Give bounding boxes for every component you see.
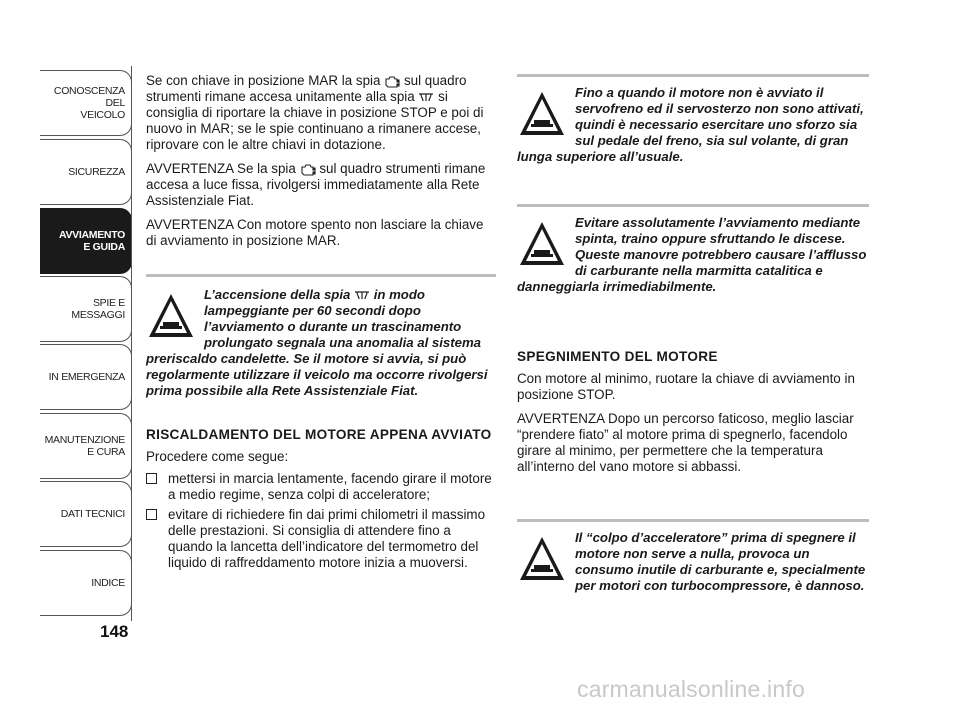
section-heading-warm-up: RISCALDAMENTO DEL MOTORE APPENA AVVIATO [146,427,492,442]
warning-box-servo [517,74,869,165]
tab-dati-tecnici[interactable]: DATI TECNICI [40,481,132,547]
warning-box-throttle [517,519,869,594]
paragraph-warning-engine: AVVERTENZA Se la spia sul quadro strumenti rimane accesa a luce fissa, rivolgersi immediatamente alla Rete Assistenziale Fiat. [146,161,486,208]
tab-spie-e-messaggi[interactable]: SPIE E MESSAGGI [40,276,132,342]
tab-indice[interactable]: INDICE [40,550,132,616]
warning-text-push-start: Evitare assolutamente l’avviamento mediante spinta, traino oppure sfruttando le discese. Queste manovre potrebbero causare l’afflusso di carburante nella marmitta catalitica e danneggiarla irrimediabilmente. [517,215,867,294]
watermark: carmanualsonline.info [577,676,805,702]
warning-box-glow-plug [146,274,496,399]
section-warm-up [146,427,496,575]
warning-text-throttle: Il “colpo d’acceleratore” prima di spegnere il motore non serve a nulla, provoca un consumo inutile di carburante e, specialmente per motori con turbocompressore, è dannoso. [575,530,866,593]
warning-text-servo: Fino a quando il motore non è avviato il servofreno ed il servosterzo non sono attivati, quindi è necessario esercitare uno sforzo sia sul pedale del freno, sia sul volante, di gran lunga superiore all’usuale. [517,85,864,164]
engine-stop-paragraph: Con motore al minimo, ruotare la chiave di avviamento in posizione STOP. [517,371,855,402]
glow-plug-icon [354,288,370,302]
section-heading-engine-stop: SPEGNIMENTO DEL MOTORE [517,349,718,364]
paragraph-warning-key: AVVERTENZA Con motore spento non lasciare la chiave di avviamento in posizione MAR. [146,217,484,248]
paragraph-key-mar: Se con chiave in posizione MAR la spia sul quadro strumenti rimane accesa unitamente alla spia si consiglia di riportare la chiave in posizione STOP e poi di nuovo in MAR; se le spie continuano a rimanere accese, riprovare con le altre chiavi in dotazione. [146,73,484,152]
glow-plug-icon [418,90,434,104]
left-intro-text [146,73,496,257]
page-number: 148 [100,622,129,641]
tab-manutenzione-e-cura[interactable]: MANUTENZIONE E CURA [40,413,132,479]
checkbox-bullet-icon [146,473,157,484]
warm-up-intro: Procedere come segue: [146,449,289,464]
warning-triangle-icon [517,89,567,139]
list-item: evitare di richiedere fin dai primi chilometri il massimo delle prestazioni. Si consiglia di attendere fino a quando la lancetta dell’indicatore del termometro del liquido di raffreddamento motore inizia a muoversi. [146,507,496,571]
warning-triangle-icon [517,219,567,269]
checkbox-bullet-icon [146,509,157,520]
sidebar-divider [131,66,132,621]
section-engine-stop [517,349,869,483]
warning-text-glow-plug: L’accensione della spia in modo lampeggiante per 60 secondi dopo l’avviamento o durante un trascinamento prolungato segnala una anomalia al sistema preriscaldo candelette. Se il motore si avvia, si può regolarmente utilizzare il veicolo ma occorre rivolgersi prima possibile alla Rete Assistenziale Fiat. [146,287,488,398]
tab-avviamento-e-guida[interactable]: AVVIAMENTO E GUIDA [40,208,132,274]
warning-triangle-icon [146,291,196,341]
engine-fault-icon [300,162,316,176]
list-item: mettersi in marcia lentamente, facendo girare il motore a medio regime, senza colpi di acceleratore; [146,471,496,503]
tab-conoscenza-del-veicolo[interactable]: CONOSCENZA DEL VEICOLO [40,70,132,136]
tab-sicurezza[interactable]: SICUREZZA [40,139,132,205]
engine-stop-warning: AVVERTENZA Dopo un percorso faticoso, meglio lasciar “prendere fiato” al motore prima di spegnerlo, facendolo girare al minimo, per permettere che la temperatura all’interno del vano motore si abbassi. [517,411,854,474]
tab-in-emergenza[interactable]: IN EMERGENZA [40,344,132,410]
warning-triangle-icon [517,534,567,584]
warning-box-push-start [517,204,869,295]
engine-fault-icon [384,74,400,88]
